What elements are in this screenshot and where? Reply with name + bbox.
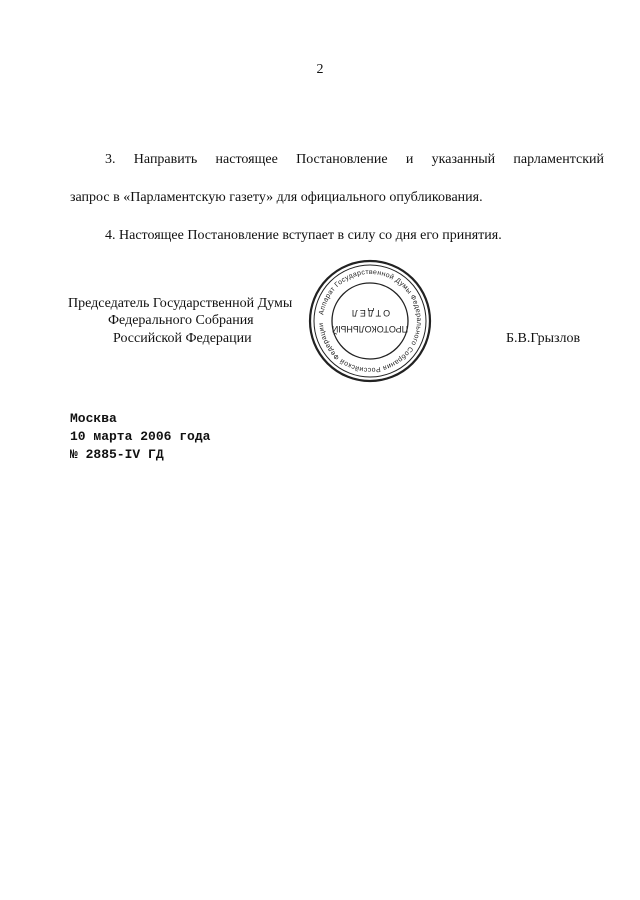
stamp-outer-circle: [310, 261, 430, 381]
paragraph-3-line-2: запрос в «Парламентскую газету» для официального опубликования.: [70, 190, 483, 205]
signer-position-line-2: Федерального Собрания: [108, 313, 254, 328]
stamp-middle-circle: [314, 265, 426, 377]
document-number: № 2885-IV ГД: [70, 447, 164, 462]
stamp-outer-text: Аппарат Государственной Думы Федерального Собрания Российской Федерации: [317, 268, 423, 374]
official-stamp: [306, 258, 434, 384]
stamp-inner-circle: [332, 283, 408, 359]
stamp-center-line-2: ОТДЕЛ: [349, 308, 391, 318]
signer-position-line-3: Российской Федерации: [113, 331, 252, 346]
signer-position-line-1: Председатель Государственной Думы: [68, 296, 293, 311]
signer-name: Б.В.Грызлов: [506, 331, 581, 346]
page-number: 2: [316, 62, 324, 77]
city: Москва: [70, 411, 117, 426]
date: 10 марта 2006 года: [70, 429, 211, 444]
paragraph-3-line-1: 3. Направить настоящее Постановление и указанный парламентский: [105, 152, 604, 167]
stamp-center-line-1: ПРОТОКОЛЬНЫЙ: [331, 324, 409, 334]
svg-text:Аппарат Государственной Думы Ф: [318, 269, 422, 373]
paragraph-4: 4. Настоящее Постановление вступает в силу со дня его принятия.: [105, 228, 502, 243]
